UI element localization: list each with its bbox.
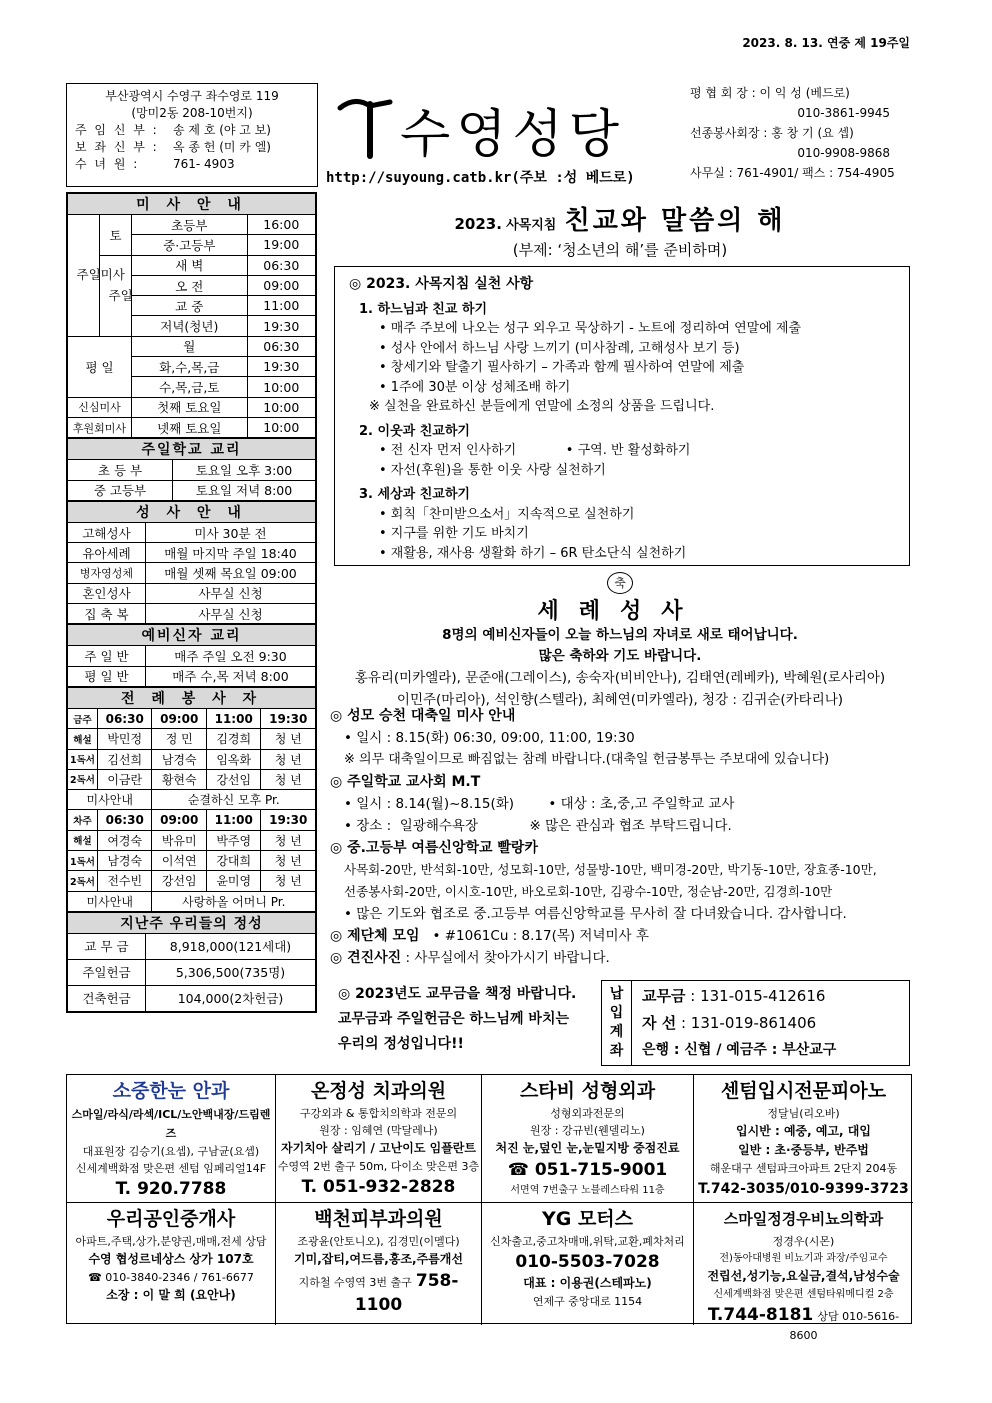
left-info-column [66,192,317,1013]
guideline-item: • 재활용, 재사용 생활화 하기 – 6R 탄소단식 실천하기 [379,545,687,561]
photo-title: ◎ 견진사진 [330,950,402,966]
sacrament-name: 집 축 복 [68,604,146,624]
camp-title: ◎ 중.고등부 여름신앙학교 빨랑카 [330,840,538,856]
parish-logo [330,86,680,166]
guideline-note: ※ 실천을 완료하신 분들에게 연말에 소정의 상품을 드립니다. [369,399,715,414]
guideline-item: • 성사 안에서 하느님 사랑 느끼기 (미사참례, 고해성사 보기 등) [379,340,740,356]
mt-title: ◎ 주일학교 교사회 M.T [330,774,481,790]
school-level: 중 고등부 [68,480,173,500]
funeral-phone: 010-9908-9868 [797,146,890,160]
bank-info: 은행 : 신협 / 예금주 : 부산교구 [642,1042,837,1058]
mass-title: 미 사 안 내 [68,194,316,215]
theme-guide: 사목지침 [506,218,557,233]
extra-mass-time: 10:00 [247,417,315,437]
mass-schedule-table [67,193,316,438]
ads-grid [66,1074,912,1342]
ad-motors: YG 모터스 신차출고,중고차매매,위탁,교환,폐차처리 010-5503-7028 대표 : 이용권(스테파노) 연제구 중앙대로 1154 [482,1203,694,1325]
sacrament-info: 미사 30분 전 [146,522,316,542]
address-line-2: (망미2동 208-10번지) [131,106,253,120]
extra-mass-day: 첫째 토요일 [132,397,248,417]
mass-name: 새 벽 [132,255,248,275]
mass-name: 교 중 [132,296,248,316]
guideline-section-3: 3. 세상과 친교하기 [359,487,470,502]
ad-eye-clinic: 소중한눈 안과 스마일/라식/라섹/ICL/노안백내장/드림렌즈 대표원장 김승기(요셉), 구남균(요셉) 신세계백화점 맞은편 센텀 임페리얼14F T. 920.7788 [67,1075,276,1203]
news-item: ※ 의무 대축일이므로 빠짐없는 참례 바랍니다.(대축일 헌금봉투는 주보대에 있습니다) [344,752,830,767]
class-name: 주 일 반 [68,646,146,666]
offering-name: 교 무 금 [68,933,146,959]
mass-name: 중·고등부 [132,235,248,255]
news-item: • 일시 : 8.14(월)~8.15(화) • 대상 : 초,중,고 주일학교 교사 [344,796,735,812]
mass-time: 09:00 [247,275,315,295]
mass-name: 저녁(청년) [132,316,248,336]
mass-time: 06:30 [247,255,315,275]
offering-amount: 5,306,500(735명) [146,959,316,985]
news-section [330,705,910,969]
guideline-section-1: 1. 하느님과 친교 하기 [359,301,488,317]
account-vertical-label: 납입계좌 [602,981,632,1065]
guideline-item: • 창세기와 탈출기 필사하기 – 가족과 함께 필사하여 연말에 제출 [379,360,745,375]
staff-value-1: 송 제 호 (야 고 보) [173,123,271,137]
guideline-item: • 자선(후원)을 통한 이웃 사랑 실천하기 [379,462,606,478]
offering-name: 주일헌금 [68,959,146,985]
contacts-box [690,83,912,183]
baptism-line-2: 많은 축하와 기도 바랍니다. [538,648,702,664]
council-phone: 010-3861-9945 [797,106,890,120]
sacraments-title: 성 사 안 내 [68,501,316,522]
sacrament-name: 유아세례 [68,543,146,563]
account-2-number: : 131-019-861406 [680,1014,817,1032]
account-1-number: : 131-015-412616 [690,987,826,1005]
baptism-title: 세례성사 [537,599,703,624]
sacrament-name: 병자영성체 [68,563,146,583]
offering-title: 지난주 우리들의 정성 [68,912,316,933]
theme-subtitle: (부제: ‘청소년의 해’를 준비하며) [512,241,728,259]
bulletin-date: 2023. 8. 13. 연중 제 19주일 [742,36,910,50]
school-level: 초 등 부 [68,460,173,480]
assumption-title: ◎ 성모 승천 대축일 미사 안내 [330,708,516,724]
sunday-label: 주일 [100,255,132,336]
ad-urology: 스마일정경우비뇨의학과 정경우(시몬) 전)동아대병원 비뇨기과 과장/주임교수 전립선,성기능,요실금,결석,남성수술 신세계백화점 맞은편 센텀타워메디컬 2층 T.744-8181 상담 010-5616-8600 [707,1210,900,1342]
dues-line: ◎ 2023년도 교무금을 책정 바랍니다. [338,986,577,1002]
mass-time: 06:30 [247,336,315,356]
website-url[interactable]: http://suyoung.catb.kr(주보 :성 베드로) [326,170,635,186]
news-item: 선종봉사회-20만, 이시호-10만, 바오로회-10만, 김광수-10만, 정순남-20만, 김경희-10만 [344,884,833,899]
staff-label-2: 보 좌 신 부 : [75,140,159,154]
theme-year: 2023. [454,215,502,233]
guidelines-box [334,266,910,566]
school-time: 토요일 저녁 8:00 [173,480,316,500]
servers-table: 전 례 봉 사 자 금주 06:30 09:00 11:00 19:30 해설 박민정 정 민 김경희 청 년 1독서 김선희 남경숙 임옥화 청 년 2독서 이금란 황현숙 강선임 청 년 미사안내 순결하신 모후 Pr. 차주 06:30 09:00 11:00 19:30 해설 여경숙 박유미 박주영 청 년 1독서 남경숙 이석연 강대희 청 년 2독서 전수빈 강선임 윤미영 청 년 미사안내 사랑하올 어머니 Pr. [67,687,316,912]
guideline-item: • 매주 주보에 나오는 성구 외우고 묵상하기 - 노트에 정리하여 연말에 제출 [379,321,801,336]
ad-piano: 센텀입시전문피아노 정달님(리오바) 입시반 : 예중, 예고, 대입 일반 : 초·중등부, 반주법 해운대구 센텀파크아파트 2단지 204동 T.742-3035/010-9399-3723 [694,1075,913,1203]
sacrament-name: 고해성사 [68,522,146,542]
mass-name: 오 전 [132,275,248,295]
school-time: 토요일 오후 3:00 [173,460,316,480]
account-2-label: 자 선 [642,1014,677,1032]
servers-title: 전 례 봉 사 자 [68,687,316,708]
cross-logo-icon [330,86,680,166]
office-contact: 사무실 : 761-4901/ 팩스 : 754-4905 [690,166,895,180]
mass-time: 16:00 [247,215,315,235]
class-name: 평 일 반 [68,666,146,686]
offering-table [67,912,316,1012]
offering-name: 건축헌금 [68,985,146,1011]
photo-text: : 사무실에서 찾아가시기 바랍니다. [405,950,610,966]
mass-time: 11:00 [247,296,315,316]
account-1-label: 교무금 [642,987,686,1005]
sacrament-info: 사무실 신청 [146,604,316,624]
mass-name: 수,목,금,토 [132,377,248,397]
offering-amount: 8,918,000(121세대) [146,933,316,959]
extra-mass-time: 10:00 [247,397,315,417]
account-box [601,980,910,1066]
catechumen-title: 예비신자 교리 [68,625,316,646]
saturday-label: 토 [100,215,132,256]
news-item: • 장소 : 일광해수욕장 ※ 많은 관심과 협조 부탁드립니다. [344,818,732,834]
guideline-item: • 1주에 30분 이상 성체조배 하기 [379,379,571,395]
theme-section [330,192,910,260]
theme-title: 친교와 말씀의 해 [564,206,786,236]
staff-value-2: 옥 종 헌 (미 카 엘) [173,140,271,154]
guideline-item: • 회칙「찬미받으소서」지속적으로 실천하기 [379,506,635,522]
sunday-school-table [67,438,316,501]
news-item: 사목회-20만, 반석회-10만, 성모회-10만, 성물방-10만, 백미경-20만, 박기동-10만, 장효종-10만, [344,862,877,877]
ad-realtor: 우리공인중개사 아파트,주택,상가,분양권,매매,전세 상담 수영 협성르네상스 상가 107호 ☎ 010-3840-2346 / 761-6677 소장 : 이 말 희 (요안나) [67,1203,276,1325]
sacrament-info: 매월 마지막 주일 18:40 [146,543,316,563]
baptism-names-2: 이민주(마리아), 석인향(스텔라), 최혜연(미카엘라), 청강 : 김귀순(카타리나) [396,692,844,708]
council-president: 평 협 회 장 : 이 익 성 (베드로) [690,86,850,100]
weekday-label: 평 일 [68,336,132,397]
ad-dental: 온정성 치과의원 구강외과 & 통합치의학과 전문의 원장 : 임혜연 (막달레나) 자기치아 살리기 / 고난이도 임플란트 수영역 2번 출구 50m, 다이소 맞은편 3층 T. 051-932-2828 [276,1075,482,1203]
sacrament-name: 혼인성사 [68,583,146,603]
extra-mass-day: 넷째 토요일 [132,417,248,437]
dues-line: 우리의 정성입니다!! [338,1036,464,1052]
catechumen-table [67,624,316,687]
guideline-item: • 지구를 위한 기도 바치기 [379,526,529,541]
class-time: 매주 주일 오전 9:30 [146,646,316,666]
sacraments-table [67,501,316,624]
guideline-section-2: 2. 이웃과 친교하기 [359,423,470,439]
baptism-names-1: 홍유리(미카엘라), 문준애(그레이스), 송숙자(비비안나), 김태연(레베카), 박혜원(로사리아) [354,670,886,686]
class-time: 매주 수,목 저녁 8:00 [146,666,316,686]
staff-label-3: 수 녀 원 : [75,157,140,171]
mass-name: 초등부 [132,215,248,235]
mass-name: 월 [132,336,248,356]
mass-name: 화,수,목,금 [132,357,248,377]
ad-dermatology: 백천피부과의원 조광윤(안토니오), 김경민(이멜다) 기미,잡티,여드름,홍조,주름개선 지하철 수영역 3번 출구 758-1100 [276,1203,482,1325]
celebration-icon: 축 [607,572,633,594]
ad-plastic-surgery: 스타비 성형외과 성형외과전문의 원장 : 강규빈(웬델리노) 처진 눈,덮인 눈,눈밑지방 중점진료 ☎ 051-715-9001 서면역 7번출구 노블레스타워 11층 [482,1075,694,1203]
sunday-mass-label: 주일미사 [68,215,100,337]
mass-time: 19:30 [247,316,315,336]
address-line-1: 부산광역시 수영구 좌수영로 119 [105,89,279,103]
extra-mass-name: 후원회미사 [68,417,132,437]
sacrament-info: 매월 셋째 목요일 09:00 [146,563,316,583]
news-item: • 많은 기도와 협조로 중.고등부 여름신앙학교를 무사히 잘 다녀왔습니다. 감사합니다. [344,906,847,922]
guideline-item: • 전 신자 먼저 인사하기 • 구역. 반 활성화하기 [379,443,691,458]
group-title: ◎ 제단체 모임 [330,928,420,944]
news-item: • 일시 : 8.15(화) 06:30, 09:00, 11:00, 19:30 [344,730,635,746]
baptism-line-1: 8명의 예비신자들이 오늘 하느님의 자녀로 새로 태어납니다. [442,627,798,643]
funeral-president: 선종봉사회장 : 홍 창 기 (요 셉) [690,126,854,140]
mass-time: 19:30 [247,357,315,377]
offering-amount: 104,000(2차헌금) [146,985,316,1011]
dues-notice [330,982,600,1057]
guidelines-heading: ◎ 2023. 사목지침 실천 사항 [349,276,534,292]
logo-text: 수영성당 [400,105,625,165]
baptism-section [330,572,910,711]
group-text: • #1061Cu : 8.17(목) 저녁미사 후 [432,928,649,944]
dues-line: 교무금과 주일헌금은 하느님께 바치는 [338,1011,570,1027]
staff-label-1: 주 임 신 부 : [75,123,159,137]
extra-mass-name: 신심미사 [68,397,132,417]
mass-time: 10:00 [247,377,315,397]
staff-value-3: 761- 4903 [173,157,235,171]
parish-info-box [66,83,318,187]
sacrament-info: 사무실 신청 [146,583,316,603]
mass-time: 19:00 [247,235,315,255]
sunday-school-title: 주일학교 교리 [68,439,316,460]
